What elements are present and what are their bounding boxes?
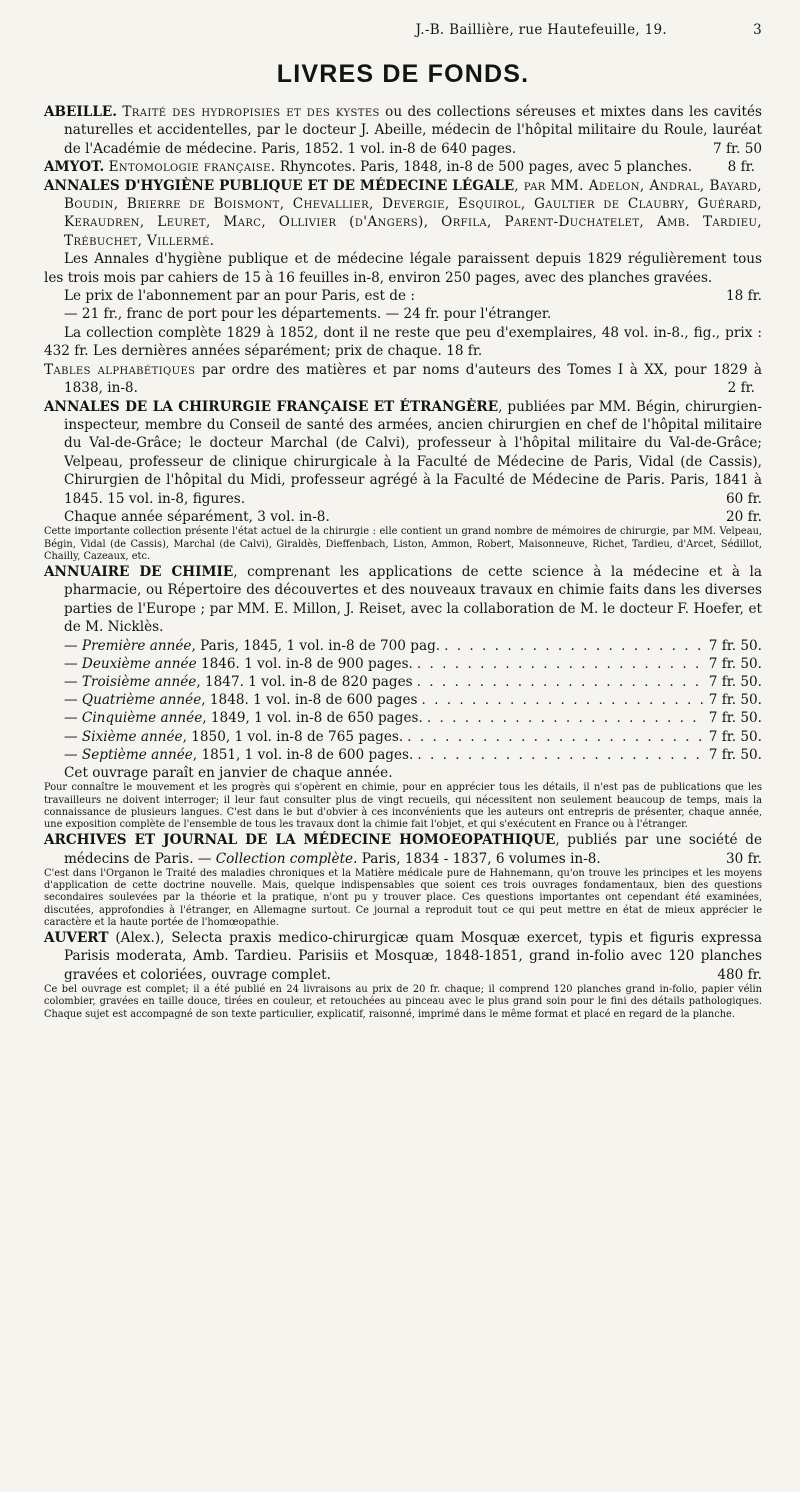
entry-amyot [44, 158, 762, 176]
year-detail: , Paris, 1845, 1 vol. in-8 de 700 pag. [191, 637, 441, 654]
entry-auvert [44, 929, 762, 1021]
entry-paragraph: Cet ouvrage paraît en janvier de chaque année. [64, 765, 393, 781]
year-row: — Troisième année, 1847. 1 vol. in-8 de 820 pages . . . 7 fr. 50. [44, 673, 762, 691]
year-detail: , 1849, 1 vol. in-8 de 650 pages. [202, 710, 423, 727]
entry-price: 20 fr. [726, 508, 762, 525]
entry-paragraph: — 21 fr., franc de port pour les départements. — 24 fr. pour l'étranger. [64, 306, 552, 323]
entry-paragraph: par ordre des matières et par noms d'auteurs des Tomes I à XX, pour 1829 à 1838, in-8. [64, 361, 763, 397]
entry-archives [44, 831, 762, 929]
entry-authors: , par MM. Adelon, Andral, Bayard, Boudin, Brierre de Boismont, Chevallier, Devergie, Esquirol, Gaultier de Claubry, Guérard, Keraudren, Leuret, Marc, Ollivier (d'Angers), Orfila, Parent-Duchatelet, Amb. Tardieu, Trébuchet, Villermé. [64, 177, 762, 249]
year-row: — Première année, Paris, 1845, 1 vol. in-8 de 700 pag. . . . 7 fr. 50. [44, 637, 762, 655]
year-label: Troisième année [81, 673, 197, 690]
year-label: Cinquième année [81, 710, 203, 727]
year-row: — Deuxième année 1846. 1 vol. in-8 de 900 pages. . . . 7 fr. 50. [44, 655, 762, 673]
year-price: 7 fr. 50. [708, 710, 762, 727]
year-row: — Quatrième année, 1848. 1 vol. in-8 de 600 pages . . . 7 fr. 50. [44, 691, 762, 709]
year-price: 7 fr. 50. [708, 637, 762, 654]
entry-title: Entomologie française. [108, 159, 276, 176]
entry-annales-hygiene [44, 177, 762, 398]
year-list [44, 637, 762, 764]
year-price: 7 fr. 50. [708, 746, 762, 763]
year-detail: , 1847. 1 vol. in-8 de 820 pages [196, 673, 413, 690]
entry-note: Ce bel ouvrage est complet; il a été publié en 24 livraisons au prix de 20 fr. chaque; il comprend 120 planches grand in-folio, papier vélin colombier, gravées en taille douce, tirées en couleur, et retouchées au pinceau avec le plus grand soin pour le fini des détails pathologiques. Chaque sujet est accompagné de son texte particulier, explicatif, raisonné, imprimé dans le même format et placé en regard de la planche. [44, 984, 762, 1020]
year-detail: 1846. 1 vol. in-8 de 900 pages. [196, 655, 413, 672]
entry-paragraph: Le prix de l'abonnement par an pour Paris, est de : [64, 288, 415, 305]
entry-abeille [44, 103, 762, 158]
entry-head: ANNUAIRE DE CHIMIE [44, 563, 234, 580]
entry-italic: Collection complète. [215, 850, 358, 867]
year-row: — Cinquième année, 1849, 1 vol. in-8 de 650 pages. . . . 7 fr. 50. [44, 709, 762, 727]
year-price: 7 fr. 50. [708, 692, 762, 709]
year-row: — Septième année, 1851, 1 vol. in-8 de 600 pages. . . . 7 fr. 50. [44, 746, 762, 764]
entry-annuaire-chimie [44, 563, 762, 831]
entry-lead: Tables alphabétiques [44, 361, 196, 378]
entry-price: 7 fr. 50 [713, 140, 762, 157]
entry-text: Rhyncotes. Paris, 1848, in-8 de 500 pages, avec 5 planches. [279, 159, 693, 176]
year-detail: , 1848. 1 vol. in-8 de 600 pages [201, 692, 418, 709]
entry-paragraph: Chaque année séparément, 3 vol. in-8. [64, 508, 330, 525]
entry-head: AMYOT. [44, 159, 105, 176]
entry-annales-chirurgie [44, 398, 762, 563]
entry-head: ANNALES DE LA CHIRURGIE FRANÇAISE ET ÉTRANGÈRE [44, 398, 499, 415]
entry-head: ANNALES D'HYGIÈNE PUBLIQUE ET DE MÉDECINE LÉGALE [44, 177, 515, 194]
entry-text: , publiées par MM. Bégin, chirurgien-inspecteur, membre du Conseil de santé des armées, ancien chirurgien en chef de l'hôpital militaire du Val-de-Grâce; le docteur Marchal (de Calvi), professeur à l'hôpital militaire du Val-de-Grâce; Velpeau, professeur de clinique chirurgicale à la Faculté de Médecine de Paris, Vidal (de Cassis), Chirurgien de l'hôpital du Midi, professeur agrégé à la Faculté de Médecine de Paris. Paris, 1841 à 1845. 15 vol. in-8, figures. [64, 398, 762, 507]
entry-note: Cette importante collection présente l'état actuel de la chirurgie : elle contient un grand nombre de mémoires de chirurgie, par MM. Velpeau, Bégin, Vidal (de Cassis), Marchal (de Calvi), Giraldès, Dieffenbach, Liston, Ammon, Robert, Maisonneuve, Richet, Tardieu, d'Arcet, Sédillot, Chailly, Cazeaux, etc. [44, 526, 762, 562]
entry-text: , comprenant les applications de cette science à la médecine et à la pharmacie, ou Répertoire des découvertes et des nouveaux travaux en chimie faits dans les diverses parties de l'Europe ; par MM. E. Millon, J. Reiset, avec la collaboration de M. le docteur F. Hoefer, et de M. Nicklès. [64, 563, 763, 636]
year-label: Sixième année [81, 728, 183, 745]
year-row: — Sixième année, 1850, 1 vol. in-8 de 765 pages. . . . 7 fr. 50. [44, 728, 762, 746]
running-title: J.-B. Baillière, rue Hautefeuille, 19. [415, 22, 667, 38]
year-label: Septième année [81, 746, 193, 763]
entry-price: 8 fr. [727, 159, 755, 176]
entry-price: 480 fr. [717, 966, 762, 983]
entry-paragraph: La collection complète 1829 à 1852, dont il ne reste que peu d'exemplaires, 48 vol. in-8., fig., prix : 432 fr. Les dernières années séparément; prix de chaque. 18 fr. [44, 324, 762, 360]
page [44, 0, 762, 1021]
entry-note: Pour connaître le mouvement et les progrès qui s'opèrent en chimie, pour en apprécier tous les détails, il n'est pas de publications que les travailleurs ne doivent interroger; il leur faut consulter plus de vingt recueils, qui nécessitent non seulement beaucoup de temps, mais la connaissance de plusieurs langues. C'est dans le but d'obvier à ces inconvénients que les auteurs ont entrepris de présenter, chaque année, une exposition complète de l'ensemble de tous les travaux dont la chimie fait l'objet, et qui s'exécutent en France ou à l'étranger. [44, 782, 762, 831]
entry-head: ABEILLE. [44, 104, 117, 120]
page-title: LIVRES DE FONDS. [276, 60, 530, 88]
entry-price: 18 fr. [726, 288, 762, 305]
entry-text: , publiés par une société de médecins de Paris. — [64, 832, 762, 867]
entry-price: 60 fr. [726, 490, 762, 507]
running-header [44, 0, 762, 38]
entry-title: Traité des hydropisies et des kystes [122, 104, 380, 120]
entry-head: AUVERT [44, 930, 109, 947]
year-label: Quatrième année [81, 692, 202, 709]
year-price: 7 fr. 50. [708, 673, 762, 690]
entry-paragraph: Les Annales d'hygiène publique et de médecine légale paraissent depuis 1829 régulièrement tous les trois mois par cahiers de 15 à 16 feuilles in-8, environ 250 pages, avec des planches gravées. [44, 251, 762, 286]
page-number: 3 [753, 22, 762, 38]
entry-note: C'est dans l'Organon le Traité des maladies chroniques et la Matière médicale pure de Hahnemann, qu'on trouve les principes et les moyens d'application de cette doctrine nouvelle. Mais, quelque indispensables que soient ces trois ouvrages fondamentaux, bien des questions secondaires soulevées par la théorie et la pratique, n'ont pu y trouver place. Ces questions importantes ont cependant été examinées, discutées, approfondies à l'étranger, en Allemagne surtout. Ce journal a reproduit tout ce qui peut mettre en état de mieux apprécier le caractère et la haute portée de l'homœopathie. [44, 868, 762, 928]
entry-text: (Alex.), Selecta praxis medico-chirurgicæ quam Mosquæ exercet, typis et figuris expressa Parisis moderata, Amb. Tardieu. Parisiis et Mosquæ, 1848-1851, grand in-folio avec 120 planches gravées et coloriées, ouvrage complet. [64, 930, 762, 983]
entry-text: ou des collections séreuses et mixtes dans les cavités naturelles et accidentelles, par le docteur J. Abeille, médecin de l'hôpital militaire du Roule, lauréat de l'Académie de médecine. Paris, 1852. 1 vol. in-8 de 640 pages. [64, 104, 762, 157]
entry-head: ARCHIVES ET JOURNAL DE LA MÉDECINE HOMOEOPATHIQUE [44, 832, 556, 849]
entry-text: Paris, 1834 - 1837, 6 volumes in-8. [357, 850, 601, 867]
year-price: 7 fr. 50. [708, 655, 762, 672]
entry-price: 30 fr. [726, 850, 762, 867]
year-detail: , 1850, 1 vol. in-8 de 765 pages. [182, 728, 404, 745]
year-price: 7 fr. 50. [708, 728, 762, 745]
year-label: Deuxième année [81, 655, 197, 672]
entry-price: 2 fr. [727, 380, 755, 397]
year-detail: , 1851, 1 vol. in-8 de 600 pages. [192, 746, 414, 763]
year-label: Première année [81, 637, 192, 654]
